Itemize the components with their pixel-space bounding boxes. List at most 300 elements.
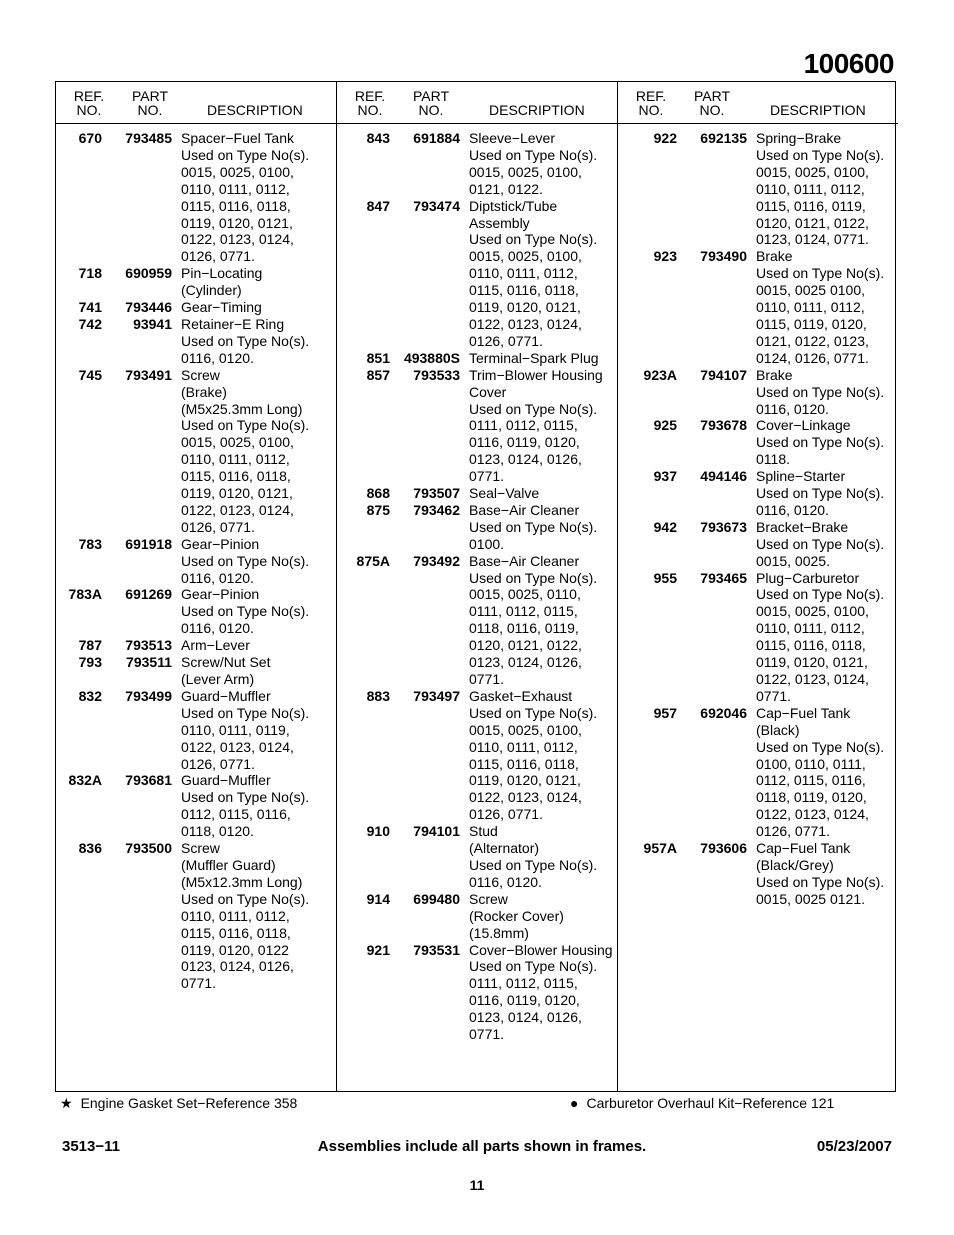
part-description (181, 367, 336, 536)
part-description (756, 705, 898, 840)
description-line: 0110, 0111, 0112, (756, 299, 865, 316)
part-entry (56, 654, 336, 688)
description-line: 0015, 0025. (756, 552, 830, 569)
description-line: Spacer−Fuel Tank (181, 130, 294, 146)
description-line: Used on Type No(s). (181, 552, 310, 569)
description-line: 0771. (469, 671, 505, 687)
ref-number: 875A (356, 552, 390, 569)
part-entry (337, 891, 618, 942)
description-line: 0121, 0122, 0123, (756, 332, 869, 349)
description-line: 0112, 0115, 0116, (756, 772, 866, 789)
header-ref: REF. NO. (73, 88, 105, 118)
page-number: 11 (469, 1177, 485, 1193)
part-description (469, 367, 618, 485)
part-number: 793531 (413, 941, 460, 958)
description-line: 0015, 0025, 0100, (756, 163, 869, 180)
description-line: 0100. (469, 535, 505, 552)
part-entry (56, 586, 336, 637)
description-line: 0119, 0120, 0121, (469, 772, 581, 789)
description-line: 0122, 0123, 0124, (181, 231, 294, 248)
description-line: 0112, 0115, 0116, (181, 806, 291, 823)
part-entry (337, 823, 618, 891)
description-line: 0110, 0111, 0119, (181, 721, 290, 738)
part-description (181, 772, 336, 840)
part-description (469, 198, 618, 350)
description-line: (15.8mm) (469, 924, 529, 941)
ref-number: 832A (68, 772, 102, 789)
parts-table (55, 81, 896, 1092)
description-line: 0111, 0112, 0115, (469, 603, 578, 620)
description-line: Used on Type No(s). (469, 400, 598, 417)
description-line: 0115, 0116, 0118, (469, 755, 579, 772)
description-line: 0121, 0122. (469, 180, 543, 197)
ref-number: 832 (78, 687, 102, 704)
column-header (618, 82, 898, 124)
description-line: 0116, 0119, 0120, (469, 992, 580, 1009)
part-entry (618, 840, 898, 908)
part-number: 793462 (413, 501, 460, 518)
description-line: 0116, 0120. (756, 501, 829, 518)
description-line: 0115, 0116, 0118, (756, 637, 866, 654)
part-description (469, 688, 618, 823)
description-line: 0118. (756, 451, 790, 468)
part-number: 793491 (125, 366, 172, 383)
description-line: (Cylinder) (181, 282, 242, 299)
part-entry (56, 688, 336, 773)
part-description (469, 553, 618, 688)
description-line: 0122, 0123, 0124, (181, 738, 294, 755)
header-description: DESCRIPTION (207, 102, 303, 118)
part-entry (618, 248, 898, 366)
description-line: Used on Type No(s). (181, 146, 310, 163)
part-entry (56, 265, 336, 299)
ref-number: 875 (366, 501, 390, 518)
part-entry (337, 502, 618, 553)
part-number: 793606 (700, 840, 747, 857)
part-description (469, 350, 618, 367)
description-line: Used on Type No(s). (756, 434, 885, 451)
description-line: Guard−Muffler (181, 772, 271, 789)
part-description (469, 502, 618, 553)
footnote-carburetor-kit (570, 1095, 834, 1111)
part-number: 493880S (403, 349, 460, 366)
parts-column-3 (617, 82, 898, 1091)
part-entry (337, 688, 618, 823)
description-line: (Rocker Cover) (469, 907, 564, 924)
description-line: Bracket−Brake (756, 518, 849, 535)
part-number: 794107 (700, 366, 747, 383)
description-line: 0122, 0123, 0124, (469, 789, 582, 806)
description-line: 0122, 0123, 0124, (181, 501, 294, 518)
description-line: Plug−Carburetor (756, 569, 860, 586)
ref-number: 868 (366, 485, 390, 502)
part-description (469, 823, 618, 891)
description-line: 0115, 0116, 0118, (469, 282, 579, 299)
ref-number: 955 (653, 569, 677, 586)
doc-date: 05/23/2007 (816, 1138, 892, 1155)
description-line: 0015, 0025, 0100, (181, 434, 294, 451)
description-line: 0116, 0119, 0120, (469, 434, 580, 451)
description-line: 0118, 0119, 0120, (756, 789, 867, 806)
description-line: Used on Type No(s). (756, 738, 885, 755)
description-line: Used on Type No(s). (469, 518, 598, 535)
part-number: 793513 (125, 637, 172, 654)
description-line: (Black/Grey) (756, 856, 834, 873)
description-line: Cover−Linkage (756, 417, 851, 434)
assemblies-note: Assemblies include all parts shown in frames. (317, 1138, 647, 1155)
part-number: 793533 (413, 366, 460, 383)
part-number: 691918 (125, 535, 172, 552)
part-number: 793446 (125, 299, 172, 316)
description-line: 0110, 0111, 0112, (469, 738, 578, 755)
description-line: 0123, 0124, 0126, (469, 654, 582, 671)
part-number: 793474 (413, 197, 460, 214)
parts-column-1 (56, 82, 336, 1091)
description-line: 0111, 0112, 0115, (469, 417, 578, 434)
description-line: Screw (469, 890, 508, 907)
column-body (337, 130, 618, 1043)
description-line: 0120, 0121, 0122, (469, 637, 582, 654)
part-number: 690959 (125, 265, 172, 282)
description-line: 0123, 0124, 0126, (469, 1009, 582, 1026)
footnote-text: Carburetor Overhaul Kit−Reference 121 (586, 1095, 835, 1111)
part-description (469, 891, 618, 942)
description-line: 0118, 0116, 0119, (469, 620, 579, 637)
ref-number: 925 (653, 417, 677, 434)
part-entry (56, 367, 336, 536)
part-description (469, 942, 618, 1043)
ref-number: 742 (78, 315, 102, 332)
description-line: Used on Type No(s). (756, 586, 885, 603)
ref-number: 745 (78, 366, 102, 383)
description-line: Used on Type No(s). (756, 383, 885, 400)
ref-number: 942 (653, 518, 677, 535)
doc-code: 3513−11 (62, 1138, 120, 1155)
description-line: 0116, 0120. (469, 873, 542, 890)
part-description (756, 367, 898, 418)
part-description (756, 417, 898, 468)
description-line: (Black) (756, 721, 800, 738)
part-entry (618, 519, 898, 570)
description-line: 0122, 0123, 0124, (756, 806, 869, 823)
description-line: 0126, 0771. (756, 823, 830, 840)
part-entry (56, 840, 336, 992)
description-line: Cover−Blower Housing (469, 941, 613, 958)
description-line: Used on Type No(s). (469, 958, 598, 975)
description-line: 0015, 0025, 0110, (469, 586, 581, 603)
description-line: 0115, 0116, 0118, (181, 197, 291, 214)
part-entry (56, 637, 336, 654)
description-line: 0115, 0116, 0119, (756, 197, 866, 214)
description-line: Used on Type No(s). (181, 789, 310, 806)
part-number: 793511 (126, 654, 172, 671)
description-line: 0122, 0123, 0124, (756, 671, 869, 687)
ref-number: 787 (78, 637, 102, 654)
part-number: 793497 (413, 687, 460, 704)
part-number: 794101 (413, 823, 460, 840)
part-description (181, 536, 336, 587)
description-line: 0116, 0120. (181, 620, 254, 637)
ref-number: 922 (653, 130, 677, 146)
part-number: 793485 (125, 130, 172, 146)
part-description (181, 299, 336, 316)
description-line: Terminal−Spark Plug (469, 349, 599, 366)
description-line: Screw/Nut Set (181, 654, 271, 671)
description-line: Assembly (469, 214, 530, 231)
description-line: 0015, 0025, 0100, (469, 721, 582, 738)
description-line: 0100, 0110, 0111, (756, 755, 866, 772)
description-line: Used on Type No(s). (756, 265, 885, 282)
description-line: 0116, 0120. (756, 400, 829, 417)
part-number: 793681 (125, 772, 172, 789)
description-line: Sleeve−Lever (469, 130, 556, 146)
footnote-gasket-set (60, 1095, 297, 1112)
description-line: 0015, 0025, 0100, (469, 248, 582, 265)
description-line: Gear−Pinion (181, 586, 260, 603)
description-line: Used on Type No(s). (181, 417, 310, 434)
column-header (56, 82, 336, 124)
part-number: 793500 (125, 840, 172, 857)
description-line: (Alternator) (469, 840, 540, 857)
description-line: Used on Type No(s). (756, 535, 885, 552)
part-entry (56, 130, 336, 265)
part-description (756, 130, 898, 248)
header-ref: REF. NO. (635, 88, 667, 118)
part-description (756, 570, 898, 705)
description-line: Cover (469, 383, 507, 400)
part-entry (56, 536, 336, 587)
part-entry (337, 553, 618, 688)
part-number: 691884 (413, 130, 460, 146)
description-line: (Brake) (181, 383, 227, 400)
description-line: Screw (181, 366, 220, 383)
part-entry (337, 367, 618, 485)
part-entry (618, 468, 898, 519)
part-entry (337, 942, 618, 1043)
description-line: 0126, 0771. (181, 518, 255, 535)
description-line: Used on Type No(s). (469, 146, 598, 163)
part-entry (56, 316, 336, 367)
description-line: Cap−Fuel Tank (756, 840, 851, 857)
description-line: Used on Type No(s). (181, 890, 310, 907)
description-line: 0115, 0116, 0118, (181, 924, 291, 941)
description-line: 0771. (181, 975, 217, 992)
part-description (756, 248, 898, 366)
part-number: 793499 (125, 687, 172, 704)
ref-number: 718 (78, 265, 102, 282)
description-line: Diptstick/Tube (469, 197, 558, 214)
ref-number: 910 (366, 823, 390, 840)
description-line: 0111, 0112, 0115, (469, 975, 578, 992)
description-line: Base−Air Cleaner (469, 552, 580, 569)
description-line: Used on Type No(s). (756, 873, 885, 890)
ref-number: 783 (78, 535, 102, 552)
ref-number: 923A (643, 366, 677, 383)
part-description (181, 654, 336, 688)
description-line: 0119, 0120, 0121, (181, 485, 293, 502)
description-line: Base−Air Cleaner (469, 501, 580, 518)
description-line: Used on Type No(s). (181, 332, 310, 349)
description-line: 0118, 0120. (181, 823, 254, 840)
description-line: Arm−Lever (181, 637, 250, 654)
ref-number: 921 (366, 941, 390, 958)
part-description (181, 265, 336, 299)
description-line: Used on Type No(s). (469, 856, 598, 873)
description-line: Seal−Valve (469, 485, 540, 502)
part-number: 494146 (700, 468, 747, 485)
ref-number: 847 (366, 197, 390, 214)
description-line: Used on Type No(s). (469, 569, 598, 586)
description-line: 0110, 0111, 0112, (181, 907, 290, 924)
header-part: PART NO. (693, 88, 731, 118)
ref-number: 923 (653, 248, 677, 265)
description-line: 0126, 0771. (181, 755, 255, 772)
description-line: 0119, 0120, 0121, (756, 654, 868, 671)
ref-number: 957 (653, 704, 677, 721)
description-line: 0124, 0126, 0771. (756, 349, 869, 366)
description-line: Stud (469, 823, 498, 840)
parts-column-2 (336, 82, 618, 1091)
part-description (181, 688, 336, 773)
description-line: 0116, 0120. (181, 349, 254, 366)
description-line: Pin−Locating (181, 265, 263, 282)
description-line: Used on Type No(s). (756, 485, 885, 502)
description-line: Cap−Fuel Tank (756, 704, 851, 721)
ref-number: 843 (366, 130, 390, 146)
description-line: 0126, 0771. (181, 248, 255, 265)
part-description (756, 519, 898, 570)
description-line: 0110, 0111, 0112, (181, 180, 290, 197)
ref-number: 741 (78, 299, 102, 316)
part-entry (337, 350, 618, 367)
description-line: (M5x12.3mm Long) (181, 873, 303, 890)
part-description (181, 586, 336, 637)
part-number: 793490 (700, 248, 747, 265)
description-line: Used on Type No(s). (756, 146, 885, 163)
part-description (756, 468, 898, 519)
description-line: 0115, 0116, 0118, (181, 468, 291, 485)
ref-number: 670 (78, 130, 102, 146)
description-line: Used on Type No(s). (181, 704, 310, 721)
header-ref: REF. NO. (354, 88, 386, 118)
part-entry (56, 299, 336, 316)
description-line: Trim−Blower Housing (469, 366, 603, 383)
ref-number: 883 (366, 687, 390, 704)
description-line: 0119, 0120, 0122 (181, 941, 289, 958)
part-entry (618, 417, 898, 468)
part-description (469, 485, 618, 502)
description-line: 0123, 0124, 0126, (181, 958, 294, 975)
part-entry (618, 705, 898, 840)
description-line: 0771. (469, 1026, 505, 1043)
description-line: 0015, 0025 0121. (756, 890, 865, 907)
part-description (756, 840, 898, 908)
description-line: (Lever Arm) (181, 671, 255, 687)
description-line: 0110, 0111, 0112, (469, 265, 578, 282)
part-entry (618, 570, 898, 705)
description-line: Brake (756, 366, 793, 383)
document-number: 100600 (803, 48, 894, 79)
part-number: 793673 (700, 518, 747, 535)
part-description (469, 130, 618, 198)
description-line: 0110, 0111, 0112, (181, 451, 290, 468)
column-body (56, 130, 336, 992)
part-description (181, 637, 336, 654)
part-number: 793492 (413, 552, 460, 569)
part-number: 793678 (700, 417, 747, 434)
description-line: 0116, 0120. (181, 569, 254, 586)
part-number: 793507 (413, 485, 460, 502)
description-line: 0126, 0771. (469, 332, 543, 349)
description-line: Gasket−Exhaust (469, 687, 573, 704)
description-line: Guard−Muffler (181, 687, 271, 704)
header-part: PART NO. (131, 88, 169, 118)
description-line: 0015, 0025 0100, (756, 282, 865, 299)
part-number: 699480 (413, 890, 460, 907)
description-line: 0126, 0771. (469, 806, 543, 823)
bullet-icon: ● (570, 1095, 579, 1111)
description-line: Used on Type No(s). (181, 603, 310, 620)
header-description: DESCRIPTION (489, 102, 585, 118)
column-header (337, 82, 618, 124)
ref-number: 957A (643, 840, 677, 857)
part-number: 93941 (133, 315, 172, 332)
description-line: Used on Type No(s). (469, 704, 598, 721)
description-line: 0015, 0025, 0100, (756, 603, 869, 620)
part-description (181, 316, 336, 367)
column-body (618, 130, 898, 908)
ref-number: 793 (78, 654, 102, 671)
part-number: 692135 (700, 130, 747, 146)
footnote-text: Engine Gasket Set−Reference 358 (80, 1095, 298, 1111)
description-line: 0122, 0123, 0124, (469, 315, 582, 332)
part-entry (618, 130, 898, 248)
ref-number: 857 (366, 366, 390, 383)
part-number: 793465 (700, 569, 747, 586)
ref-number: 783A (68, 586, 102, 603)
description-line: Used on Type No(s). (469, 231, 598, 248)
part-entry (337, 485, 618, 502)
part-description (181, 130, 336, 265)
description-line: Gear−Pinion (181, 535, 260, 552)
description-line: 0771. (469, 468, 505, 485)
description-line: 0120, 0121, 0122, (756, 214, 869, 231)
description-line: Screw (181, 840, 220, 857)
description-line: Retainer−E Ring (181, 315, 285, 332)
ref-number: 937 (653, 468, 677, 485)
description-line: Gear−Timing (181, 299, 262, 316)
description-line: 0123, 0124, 0771. (756, 231, 869, 248)
part-entry (56, 772, 336, 840)
header-description: DESCRIPTION (770, 102, 866, 118)
star-icon: ★ (60, 1095, 73, 1111)
description-line: 0119, 0120, 0121, (181, 214, 293, 231)
description-line: 0015, 0025, 0100, (469, 163, 582, 180)
description-line: 0115, 0119, 0120, (756, 315, 867, 332)
description-line: 0015, 0025, 0100, (181, 163, 294, 180)
description-line: 0110, 0111, 0112, (756, 180, 865, 197)
description-line: 0110, 0111, 0112, (756, 620, 865, 637)
description-line: (Muffler Guard) (181, 856, 276, 873)
description-line: Brake (756, 248, 793, 265)
description-line: (M5x25.3mm Long) (181, 400, 303, 417)
header-part: PART NO. (412, 88, 450, 118)
description-line: 0119, 0120, 0121, (469, 299, 581, 316)
part-description (181, 840, 336, 992)
description-line: Spring−Brake (756, 130, 842, 146)
ref-number: 914 (366, 890, 390, 907)
part-number: 692046 (700, 704, 747, 721)
